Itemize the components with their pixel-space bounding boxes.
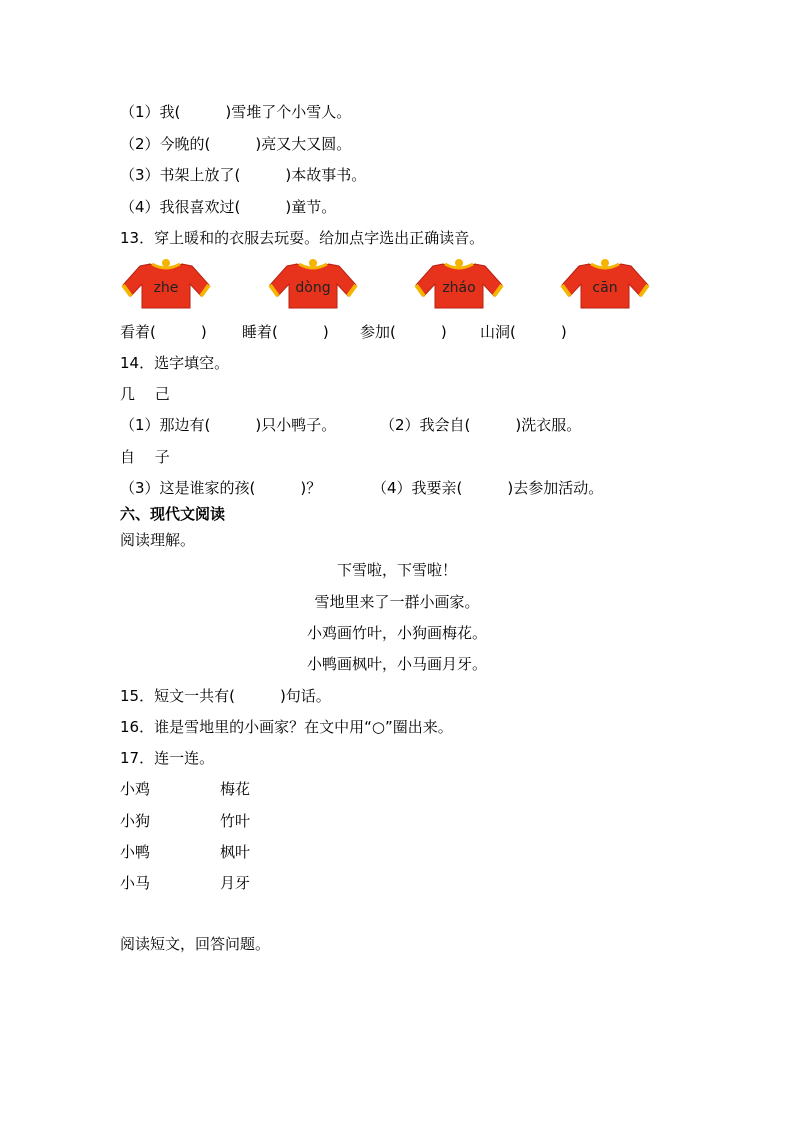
poem-line-1: 下雪啦，下雪啦！ [336,561,457,579]
pinyin-label: zháo [442,280,476,296]
q13-answer-1: 看着( ) [120,323,207,341]
poem-line-2: 雪地里来了一群小画家。 [314,593,480,611]
q13-title: 13．穿上暖和的衣服去玩耍。给加点字选出正确读音。 [120,229,485,247]
q17-left-1: 小鸡 [120,780,151,798]
q17-left-4: 小马 [120,874,151,892]
q14-item-3: （3）这是谁家的孩( )？ [120,479,322,497]
q12-item-1: （1）我( )雪堆了个小雪人。 [120,103,352,121]
q17-right-1: 梅花 [220,780,251,798]
q13-answer-3: 参加( ) [360,323,447,341]
pinyin-label: dòng [295,280,331,296]
q17-right-3: 枫叶 [220,843,251,861]
q16: 16．谁是雪地里的小画家？在文中用“○”圈出来。 [120,718,453,736]
q17-left-2: 小狗 [120,812,151,830]
shirt-icon [559,258,651,310]
q13-answer-4: 山洞( ) [480,323,567,341]
poem-line-3: 小鸡画竹叶，小狗画梅花。 [306,624,487,642]
reading-intro: 阅读理解。 [120,531,196,549]
poem-line-4: 小鸭画枫叶，小马画月牙。 [306,655,487,673]
pinyin-label: zhe [153,280,179,296]
q14-item-4: （4）我要亲( )去参加活动。 [372,479,604,497]
section-heading: 六、现代文阅读 [120,505,226,523]
q14-char-pair-1: 几 己 [120,385,170,403]
q14-item-1: （1）那边有( )只小鸭子。 [120,416,337,434]
q17-right-2: 竹叶 [220,812,251,830]
shirt-icon [120,258,212,310]
q17-right-4: 月牙 [220,874,251,892]
q17-title: 17．连一连。 [120,749,215,767]
q12-item-3: （3）书架上放了( )本故事书。 [120,166,367,184]
pinyin-label: cān [592,280,618,296]
q14-item-2: （2）我会自( )洗衣服。 [380,416,582,434]
reading-prompt: 阅读短文，回答问题。 [120,935,271,953]
q12-item-4: （4）我很喜欢过( )童节。 [120,198,337,216]
q12-item-2: （2）今晚的( )亮又大又圆。 [120,135,352,153]
q17-left-3: 小鸭 [120,843,151,861]
shirt-icon [267,258,359,310]
q13-answer-2: 睡着( ) [242,323,329,341]
shirt-icon [413,258,505,310]
q15: 15．短文一共有( )句话。 [120,687,331,705]
q14-title: 14．选字填空。 [120,354,230,372]
q14-char-pair-2: 自 子 [120,448,170,466]
